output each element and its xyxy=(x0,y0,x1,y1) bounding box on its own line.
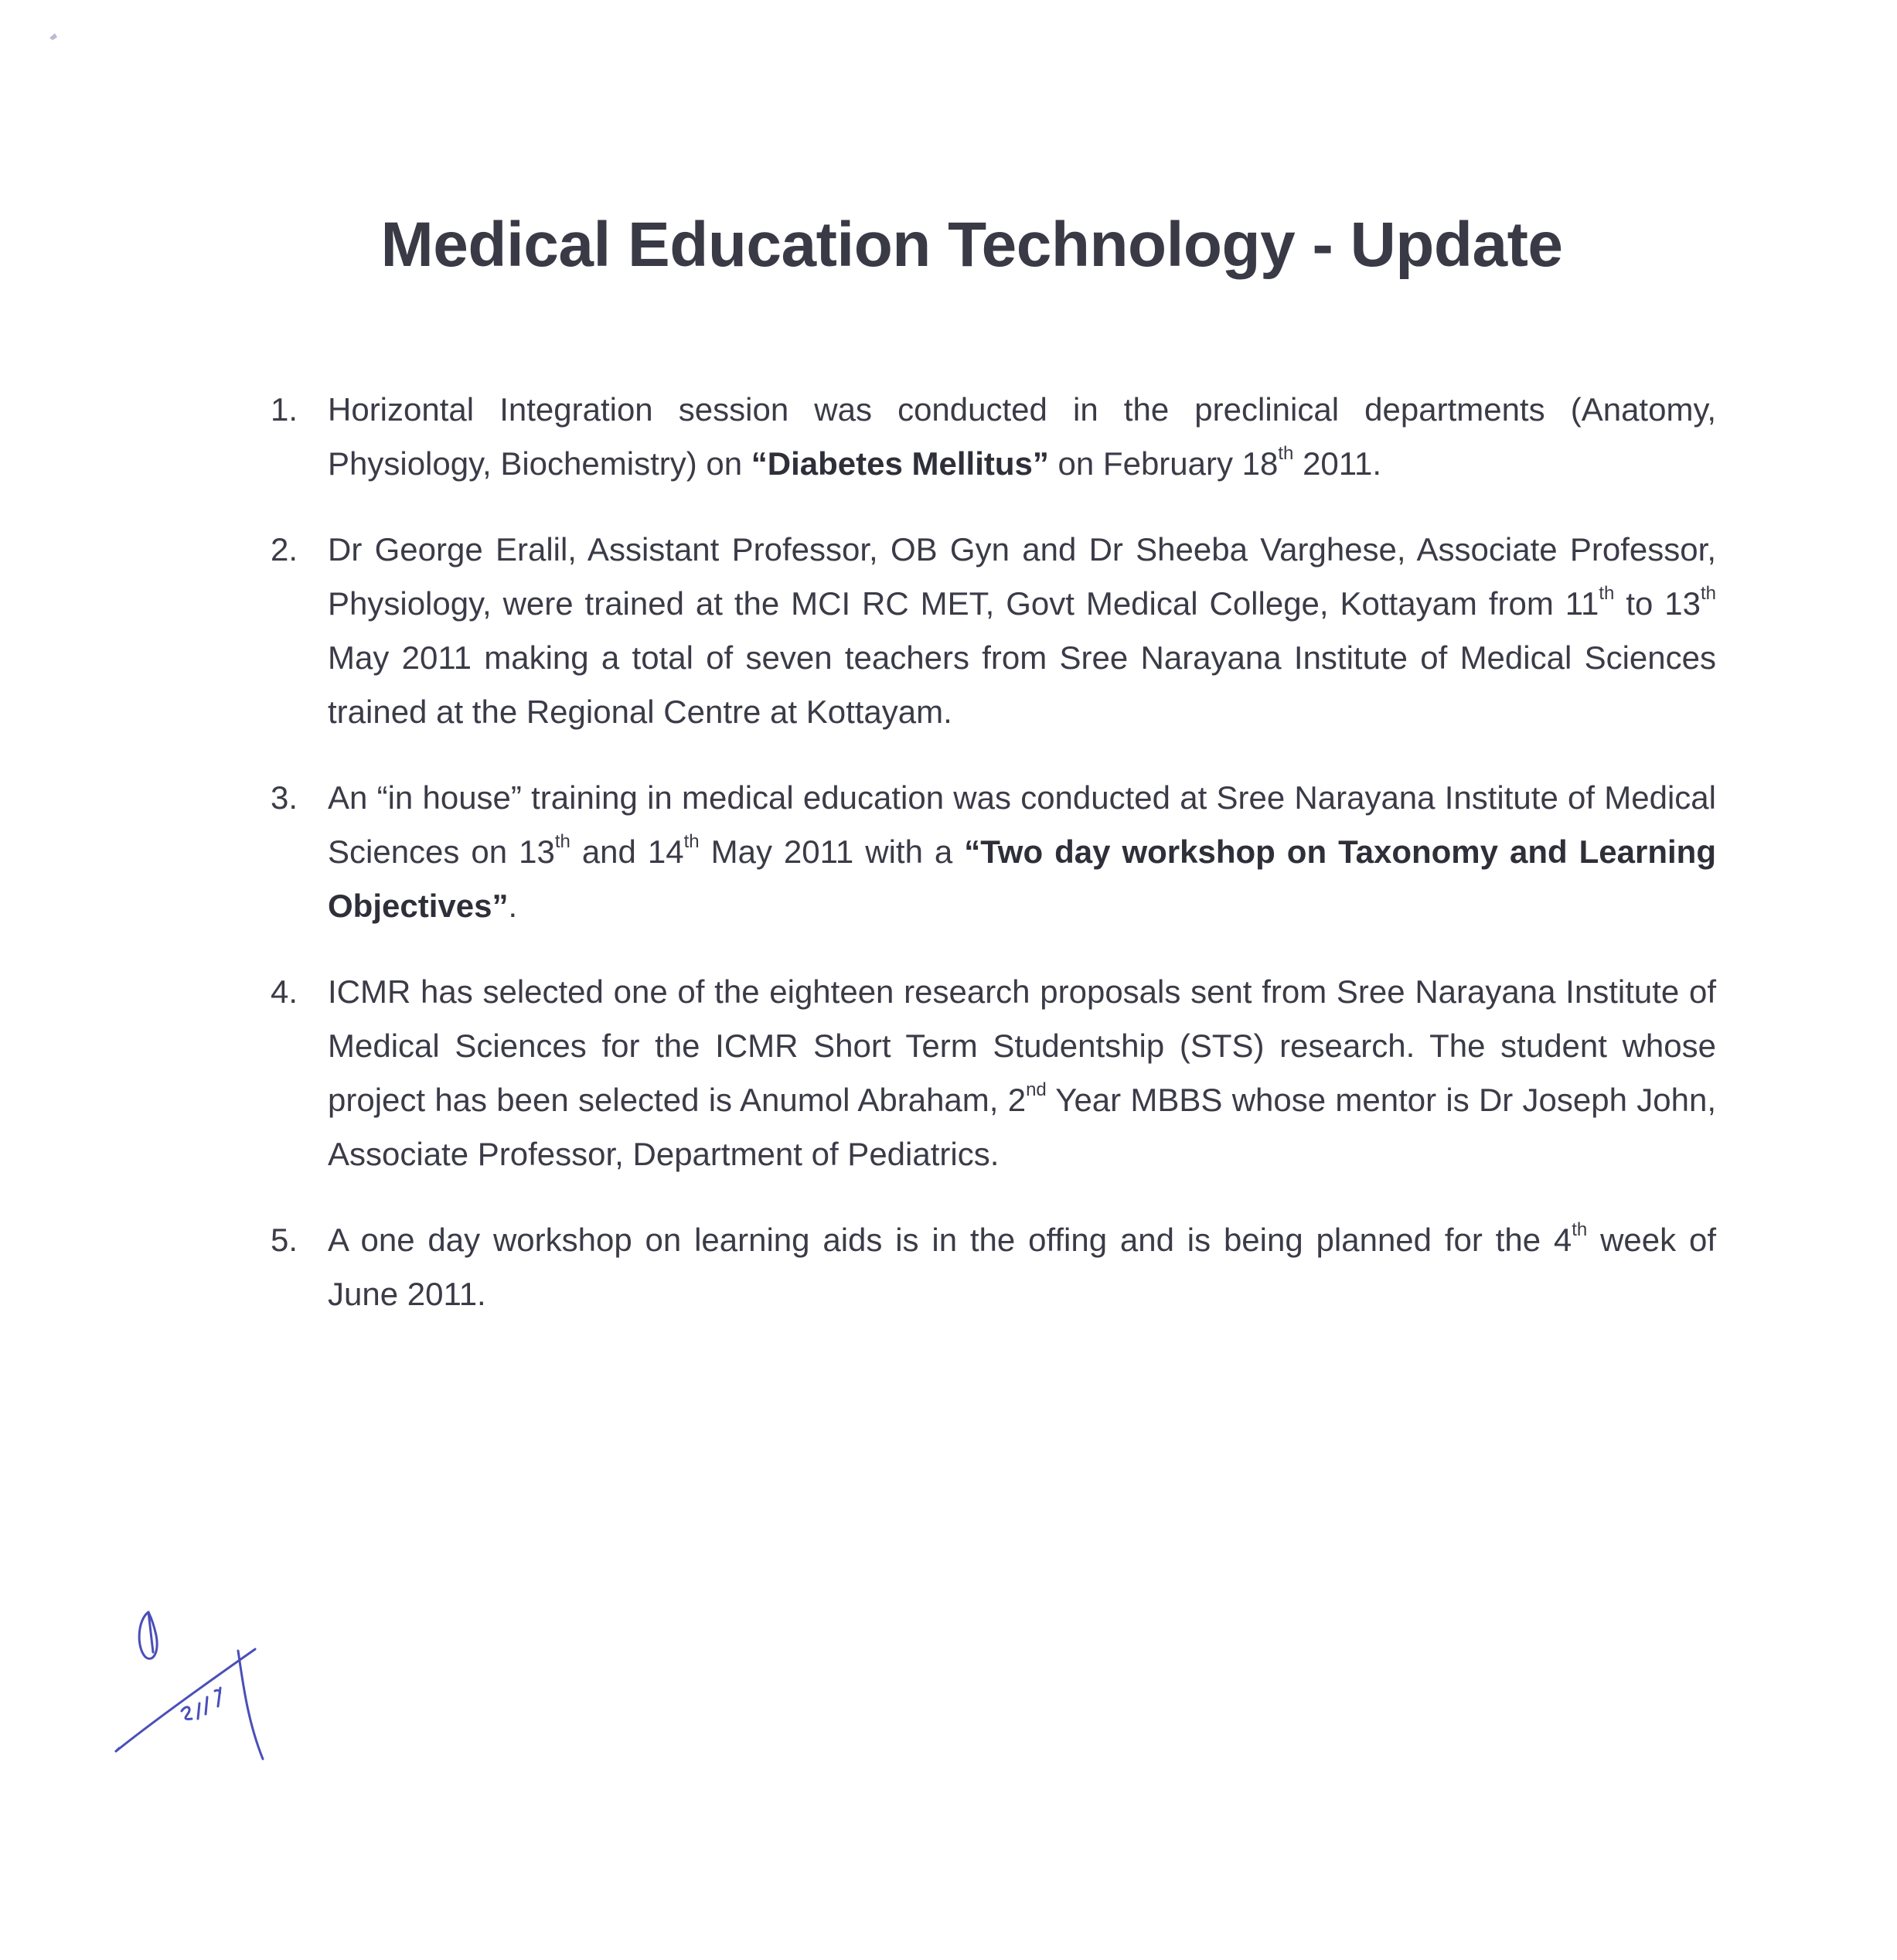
scan-speck xyxy=(48,31,59,42)
handwritten-signature xyxy=(108,1604,301,1782)
page-title: Medical Education Technology - Update xyxy=(380,209,1563,280)
item-text: A one day workshop on learning aids is in the offing and is being planned for the 4th week of June 2011. xyxy=(328,1219,1716,1312)
item-text: ICMR has selected one of the eighteen research proposals sent from Sree Narayana Institute of Medical Sciences for the ICMR Short Term Studentship (STS) research. The student whose project has been selected is Anumol Abraham, 2nd Year MBBS whose mentor is Dr Joseph John, Associate Professor, Department of Pediatrics. xyxy=(328,973,1716,1172)
bold-phrase: “Two day workshop on Taxonomy and Learning Objectives” xyxy=(328,833,1716,924)
list-item xyxy=(271,1213,1716,1321)
update-list xyxy=(271,383,1716,1353)
list-item xyxy=(271,771,1716,933)
item-number: 2. xyxy=(271,531,298,568)
item-number: 3. xyxy=(271,779,298,816)
item-text: Horizontal Integration session was conducted in the preclinical departments (Anatomy, Physiology, Biochemistry) on “Diabetes Mellitus” on February 18th 2011. xyxy=(328,391,1716,482)
item-text: Dr George Eralil, Assistant Professor, OB Gyn and Dr Sheeba Varghese, Associate Professor, Physiology, were trained at the MCI RC MET, Govt Medical College, Kottayam from 11th to 13th May 2011 making a total of seven teachers from Sree Narayana Institute of Medical Sciences trained at the Regional Centre at Kottayam. xyxy=(328,531,1716,730)
item-text: An “in house” training in medical education was conducted at Sree Narayana Institute of Medical Sciences on 13th and 14th May 2011 with a “Two day workshop on Taxonomy and Learning Objectives”. xyxy=(328,779,1716,924)
item-number: 5. xyxy=(271,1222,298,1258)
list-item xyxy=(271,965,1716,1181)
bold-phrase: “Diabetes Mellitus” xyxy=(751,445,1049,482)
list-item xyxy=(271,523,1716,739)
item-number: 4. xyxy=(271,973,298,1010)
item-number: 1. xyxy=(271,391,298,428)
list-item xyxy=(271,383,1716,491)
